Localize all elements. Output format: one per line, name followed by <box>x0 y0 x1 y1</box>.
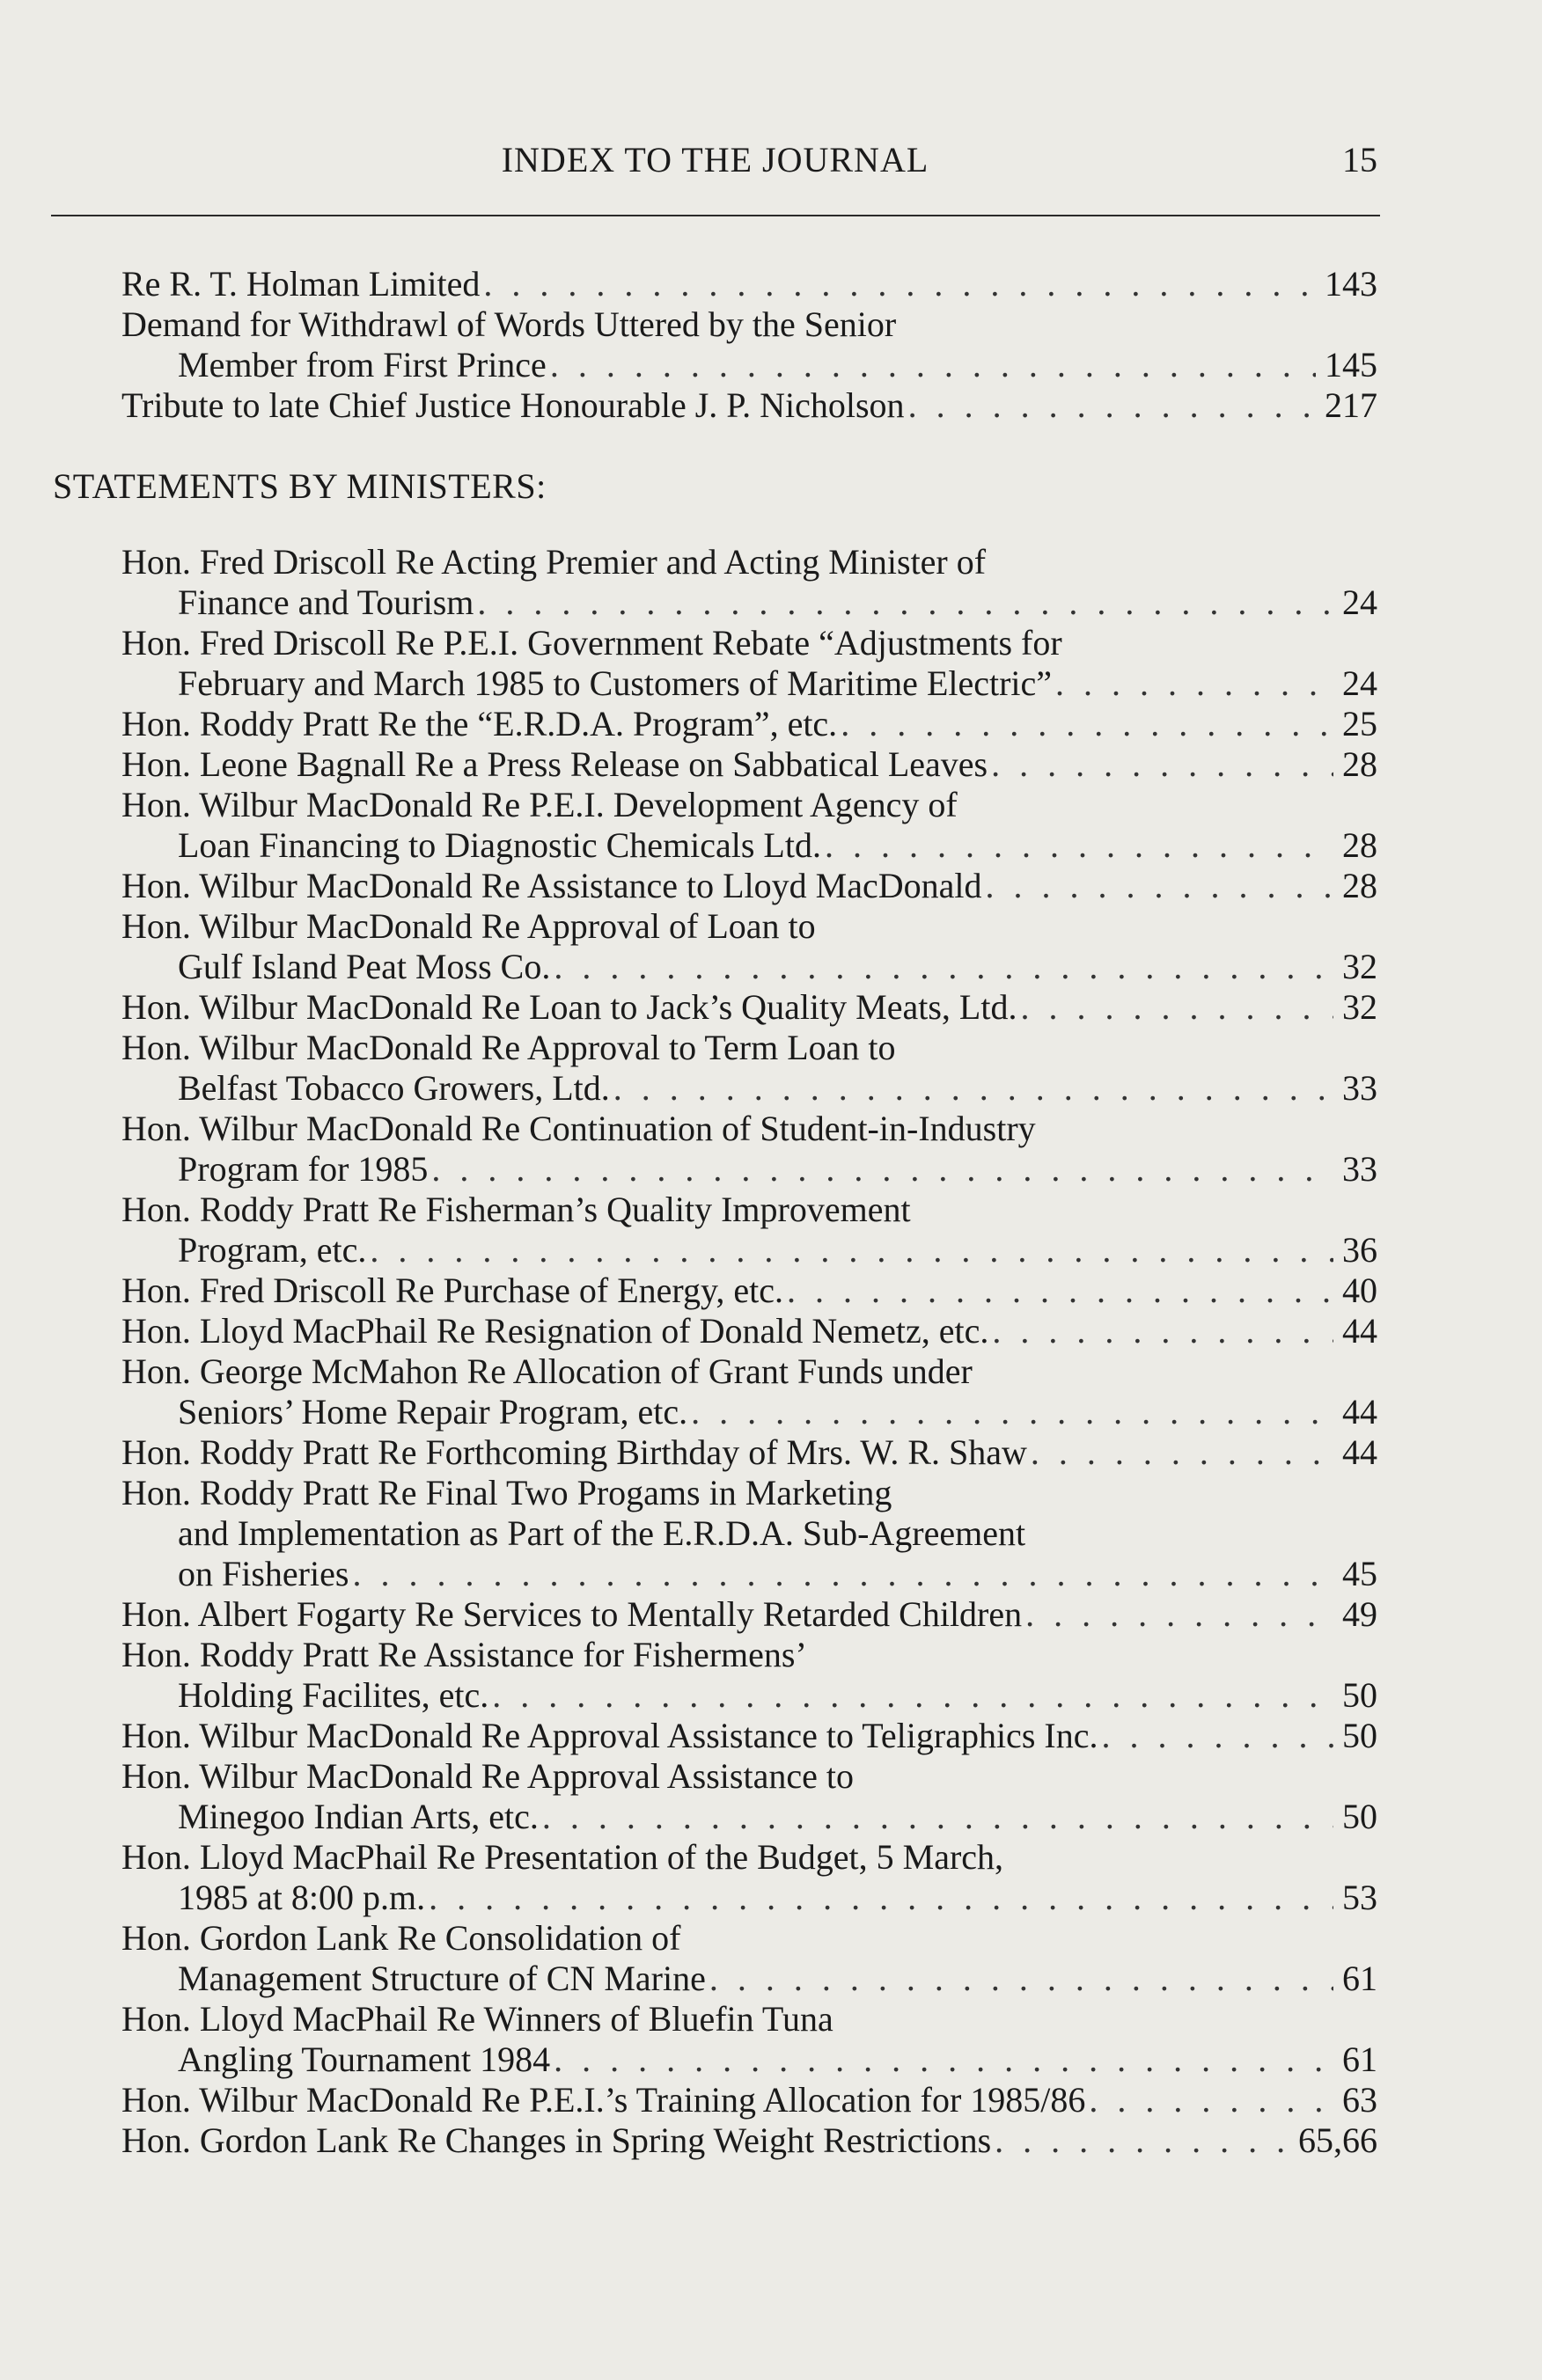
index-entry-text: Loan Financing to Diagnostic Chemicals Ltd. <box>178 825 821 865</box>
index-entry-line <box>53 2120 1377 2161</box>
index-entry-text: Member from First Prince <box>178 345 547 384</box>
index-entry-line <box>53 1028 1377 1068</box>
index-entry-page: 61 <box>1342 2039 1377 2079</box>
dot-leader <box>995 2120 1289 2161</box>
index-entry-text: Management Structure of CN Marine <box>178 1959 706 1998</box>
index-entry-line <box>53 1068 1377 1109</box>
index-entry-line <box>53 866 1377 906</box>
index-entry-line <box>53 1756 1377 1797</box>
index-entry-text: Hon. Wilbur MacDonald Re Assistance to Lloyd MacDonald <box>121 866 982 905</box>
index-entry <box>53 1837 1377 1918</box>
index-content <box>53 264 1377 2161</box>
index-entry <box>53 623 1377 704</box>
index-entry <box>53 1999 1377 2080</box>
index-entry-line <box>53 1432 1377 1473</box>
index-entry-text: Hon. Roddy Pratt Re Final Two Progams in Marketing <box>121 1473 892 1512</box>
index-entry <box>53 987 1377 1028</box>
index-entry-line <box>53 1999 1377 2039</box>
index-entry-line <box>53 542 1377 582</box>
index-entry-line <box>53 1230 1377 1271</box>
index-entry-text: Demand for Withdrawl of Words Uttered by the Senior <box>121 304 897 344</box>
index-section-continued <box>53 264 1377 426</box>
index-entry-page: 33 <box>1342 1068 1377 1108</box>
dot-leader <box>554 947 1333 987</box>
index-section <box>53 466 1377 2161</box>
index-entry-line <box>53 385 1377 426</box>
index-entry-page: 65,66 <box>1298 2120 1377 2160</box>
index-entry-line <box>53 1392 1377 1432</box>
index-entry <box>53 1594 1377 1635</box>
index-entry-text: Tribute to late Chief Justice Honourable J. P. Nicholson <box>121 385 905 425</box>
index-entry-text: Holding Facilites, etc. <box>178 1675 489 1715</box>
index-entry <box>53 1028 1377 1109</box>
index-entry-line <box>53 1271 1377 1311</box>
index-entry <box>53 704 1377 744</box>
index-entry-text: Angling Tournament 1984 <box>178 2039 551 2079</box>
index-entry-page: 145 <box>1325 345 1377 384</box>
index-entry-text: and Implementation as Part of the E.R.D.A. Sub-Agreement <box>178 1513 1026 1553</box>
dot-leader <box>1089 2080 1333 2120</box>
index-entry-text: Hon. Wilbur MacDonald Re Approval to Term Loan to <box>121 1028 896 1067</box>
index-entry-page: 24 <box>1342 663 1377 703</box>
index-entry-text: Hon. Wilbur MacDonald Re P.E.I. Development Agency of <box>121 785 958 824</box>
index-entry-line <box>53 785 1377 825</box>
index-entry-text: Hon. Lloyd MacPhail Re Presentation of the Budget, 5 March, <box>121 1837 1004 1877</box>
index-entry <box>53 1190 1377 1271</box>
index-entry-text: Hon. Fred Driscoll Re Acting Premier and Acting Minister of <box>121 542 987 582</box>
dot-leader <box>841 704 1333 744</box>
index-entry-text: Belfast Tobacco Growers, Ltd. <box>178 1068 610 1108</box>
index-entry-line <box>53 1797 1377 1837</box>
dot-leader <box>908 385 1316 426</box>
index-entry-text: Hon. George McMahon Re Allocation of Grant Funds under <box>121 1351 973 1391</box>
index-entry-page: 44 <box>1342 1311 1377 1351</box>
index-entry <box>53 385 1377 426</box>
dot-leader <box>1020 987 1333 1028</box>
index-entry-page: 28 <box>1342 744 1377 784</box>
dot-leader <box>1031 1432 1333 1473</box>
dot-leader <box>825 825 1333 866</box>
index-entry <box>53 906 1377 987</box>
index-entry-page: 32 <box>1342 947 1377 986</box>
index-entry-line <box>53 1716 1377 1756</box>
index-entry-line <box>53 623 1377 663</box>
page-number: 15 <box>1342 140 1377 179</box>
index-entry <box>53 1271 1377 1311</box>
index-entry-line <box>53 1149 1377 1190</box>
index-entry-line <box>53 1918 1377 1959</box>
index-entry <box>53 1473 1377 1594</box>
index-entry-page: 24 <box>1342 582 1377 622</box>
index-entry <box>53 2120 1377 2161</box>
index-entry-text: Hon. Lloyd MacPhail Re Winners of Bluefin Tuna <box>121 1999 833 2039</box>
dot-leader <box>554 2039 1333 2080</box>
dot-leader <box>477 582 1333 623</box>
index-entry <box>53 542 1377 623</box>
dot-leader <box>370 1230 1333 1271</box>
index-entry <box>53 785 1377 866</box>
index-entry-line <box>53 1351 1377 1392</box>
index-entry-page: 28 <box>1342 866 1377 905</box>
index-entry-text: Hon. Roddy Pratt Re the “E.R.D.A. Program”, etc. <box>121 704 838 743</box>
index-entry-line <box>53 1959 1377 1999</box>
index-entry <box>53 1716 1377 1756</box>
index-entry-text: Hon. Wilbur MacDonald Re P.E.I.’s Training Allocation for 1985/86 <box>121 2080 1086 2120</box>
index-entry-line <box>53 1594 1377 1635</box>
index-entry <box>53 1635 1377 1716</box>
index-entry-text: Hon. Fred Driscoll Re Purchase of Energy, etc. <box>121 1271 784 1310</box>
index-entry-text: Minegoo Indian Arts, etc. <box>178 1797 539 1836</box>
index-entry-page: 50 <box>1342 1716 1377 1755</box>
index-entry-line <box>53 1190 1377 1230</box>
index-entry-line <box>53 1109 1377 1149</box>
index-entry-text: February and March 1985 to Customers of Maritime Electric” <box>178 663 1053 703</box>
index-entry-text: on Fisheries <box>178 1554 349 1593</box>
dot-leader <box>992 1311 1333 1351</box>
index-entry-page: 33 <box>1342 1149 1377 1189</box>
index-entry <box>53 304 1377 385</box>
index-entry <box>53 866 1377 906</box>
dot-leader <box>542 1797 1333 1837</box>
index-entry-text: Hon. Fred Driscoll Re P.E.I. Government Rebate “Adjustments for <box>121 623 1062 663</box>
index-entry-text: Finance and Tourism <box>178 582 474 622</box>
dot-leader <box>429 1878 1333 1918</box>
index-entry <box>53 744 1377 785</box>
index-entry-page: 143 <box>1325 264 1377 304</box>
index-entry-page: 217 <box>1325 385 1377 425</box>
index-entry-text: Hon. Gordon Lank Re Consolidation of <box>121 1918 681 1958</box>
index-entry-page: 63 <box>1342 2080 1377 2120</box>
index-entry-page: 45 <box>1342 1554 1377 1593</box>
index-entry-line <box>53 1473 1377 1513</box>
index-entry-line <box>53 304 1377 345</box>
index-entry-text: Hon. Roddy Pratt Re Assistance for Fishermens’ <box>121 1635 807 1674</box>
dot-leader <box>483 264 1316 304</box>
index-entry-text: Hon. Wilbur MacDonald Re Approval of Loan to <box>121 906 816 946</box>
index-entry-line <box>53 906 1377 947</box>
index-entry-text: Hon. Wilbur MacDonald Re Approval Assistance to <box>121 1756 854 1796</box>
dot-leader <box>1055 663 1333 704</box>
index-entry-page: 44 <box>1342 1432 1377 1472</box>
index-entry <box>53 1311 1377 1351</box>
index-entry <box>53 1351 1377 1432</box>
index-entry-line <box>53 345 1377 385</box>
index-entry <box>53 264 1377 304</box>
index-entry-text: Hon. Roddy Pratt Re Fisherman’s Quality Improvement <box>121 1190 911 1229</box>
dot-leader <box>550 345 1316 385</box>
dot-leader <box>613 1068 1333 1109</box>
index-entry-text: Gulf Island Peat Moss Co. <box>178 947 551 986</box>
index-entry <box>53 2080 1377 2120</box>
index-entry-line <box>53 1675 1377 1716</box>
index-entry-line <box>53 663 1377 704</box>
index-entry-line <box>53 947 1377 987</box>
index-entry-line <box>53 987 1377 1028</box>
header-rule <box>51 215 1380 216</box>
dot-leader <box>787 1271 1333 1311</box>
index-entry-text: Hon. Wilbur MacDonald Re Loan to Jack’s Quality Meats, Ltd. <box>121 987 1017 1027</box>
index-entry-text: Hon. Lloyd MacPhail Re Resignation of Donald Nemetz, etc. <box>121 1311 989 1351</box>
index-entry-text: Re R. T. Holman Limited <box>121 264 481 304</box>
dot-leader <box>709 1959 1333 1999</box>
index-entry-text: Hon. Leone Bagnall Re a Press Release on Sabbatical Leaves <box>121 744 988 784</box>
index-entry-text: Hon. Wilbur MacDonald Re Approval Assistance to Teligraphics Inc. <box>121 1716 1098 1755</box>
index-entry-page: 50 <box>1342 1797 1377 1836</box>
index-entry-page: 61 <box>1342 1959 1377 1998</box>
index-entry-line <box>53 1635 1377 1675</box>
dot-leader <box>985 866 1333 906</box>
index-entry-line <box>53 1554 1377 1594</box>
index-entry-page: 44 <box>1342 1392 1377 1432</box>
index-entry-page: 36 <box>1342 1230 1377 1270</box>
index-entry-page: 53 <box>1342 1878 1377 1917</box>
index-entry-line <box>53 1878 1377 1918</box>
index-entry-text: Program, etc. <box>178 1230 367 1270</box>
dot-leader <box>691 1392 1333 1432</box>
dot-leader <box>431 1149 1333 1190</box>
index-entry-page: 32 <box>1342 987 1377 1027</box>
index-entry-text: 1985 at 8:00 p.m. <box>178 1878 426 1917</box>
index-entry-page: 28 <box>1342 825 1377 865</box>
index-entry-line <box>53 2080 1377 2120</box>
index-entry-text: Program for 1985 <box>178 1149 429 1189</box>
index-entry-line <box>53 1837 1377 1878</box>
index-entry-line <box>53 1311 1377 1351</box>
index-entry-page: 49 <box>1342 1594 1377 1634</box>
index-entry-line <box>53 744 1377 785</box>
index-entry-line <box>53 264 1377 304</box>
dot-leader <box>352 1554 1333 1594</box>
index-entry-text: Hon. Roddy Pratt Re Forthcoming Birthday of Mrs. W. R. Shaw <box>121 1432 1027 1472</box>
index-entry <box>53 1918 1377 1999</box>
section-heading: STATEMENTS BY MINISTERS: <box>53 466 547 506</box>
index-entry-line <box>53 704 1377 744</box>
index-entry-page: 25 <box>1342 704 1377 743</box>
index-entry-line <box>53 582 1377 623</box>
dot-leader <box>492 1675 1333 1716</box>
index-entry-text: Hon. Wilbur MacDonald Re Continuation of Student-in-Industry <box>121 1109 1036 1148</box>
index-entry-line <box>53 2039 1377 2080</box>
dot-leader <box>991 744 1333 785</box>
index-entry-text: Seniors’ Home Repair Program, etc. <box>178 1392 688 1432</box>
page-header <box>53 139 1377 188</box>
index-entry <box>53 1756 1377 1837</box>
index-entry-line <box>53 825 1377 866</box>
index-entry-page: 40 <box>1342 1271 1377 1310</box>
index-entry-line <box>53 1513 1377 1554</box>
dot-leader <box>1101 1716 1333 1756</box>
index-entry-text: Hon. Albert Fogarty Re Services to Mentally Retarded Children <box>121 1594 1023 1634</box>
index-entry <box>53 1109 1377 1190</box>
index-entry <box>53 1432 1377 1473</box>
dot-leader <box>1025 1594 1333 1635</box>
running-head-title: INDEX TO THE JOURNAL <box>501 140 929 179</box>
index-entry-text: Hon. Gordon Lank Re Changes in Spring Weight Restrictions <box>121 2120 992 2160</box>
index-entry-page: 50 <box>1342 1675 1377 1715</box>
